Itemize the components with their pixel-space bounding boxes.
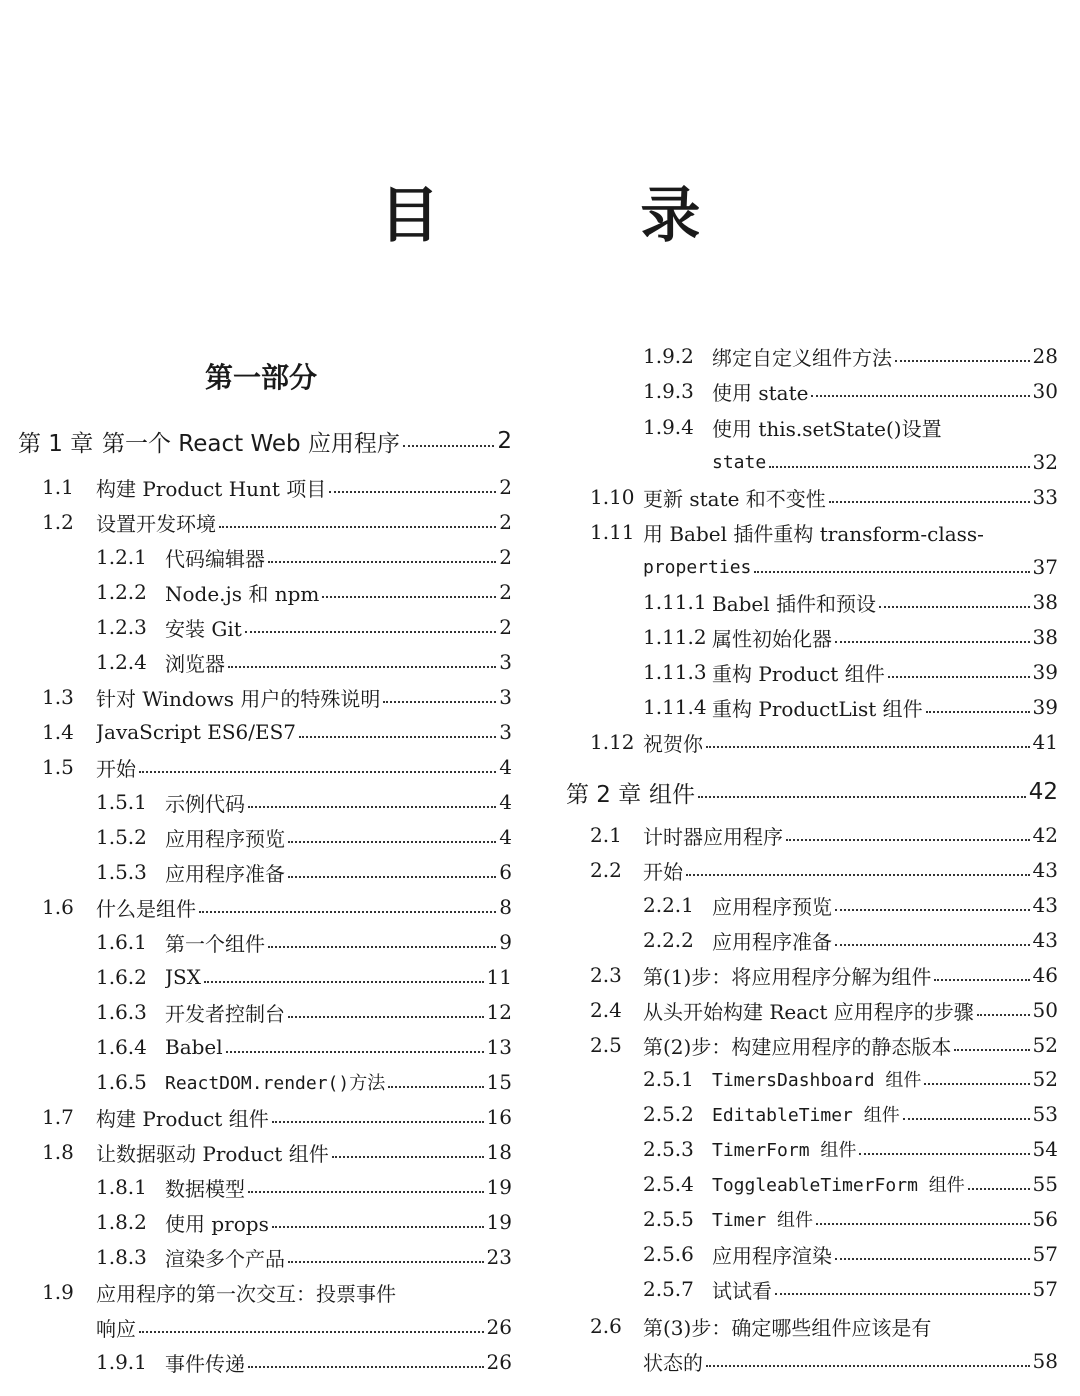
toc-page-number: 12 bbox=[486, 1000, 512, 1024]
toc-entry-title: state bbox=[712, 451, 767, 473]
toc-dot-leader bbox=[403, 445, 494, 447]
toc-dot-leader bbox=[228, 666, 496, 668]
toc-dot-leader bbox=[226, 1051, 484, 1053]
toc-dot-leader bbox=[245, 631, 496, 633]
toc-entry[interactable] bbox=[590, 993, 1058, 1027]
toc-page-number: 28 bbox=[1032, 344, 1058, 368]
toc-entry-number: 1.6.1 bbox=[96, 930, 147, 954]
toc-entry[interactable] bbox=[643, 655, 1058, 689]
toc-page-number: 30 bbox=[1032, 379, 1058, 403]
toc-entry[interactable] bbox=[643, 1097, 1058, 1131]
toc-dot-leader bbox=[775, 1293, 1030, 1295]
toc-page-number: 6 bbox=[499, 860, 512, 884]
toc-dot-leader bbox=[977, 1014, 1030, 1016]
toc-entry-number: 1.7 bbox=[42, 1105, 74, 1129]
toc-page-number: 32 bbox=[1032, 450, 1058, 474]
toc-entry-number: 1.11 bbox=[590, 520, 635, 544]
toc-entry-title: JSX bbox=[165, 965, 201, 989]
toc-dot-leader bbox=[219, 526, 496, 528]
toc-entry-number: 1.8 bbox=[42, 1140, 74, 1164]
toc-entry-title: properties bbox=[643, 556, 752, 578]
toc-entry-title: 构建 Product Hunt 项目 bbox=[96, 476, 327, 501]
toc-entry-number: 1.9.4 bbox=[643, 415, 694, 439]
toc-entry-title: 安装 Git bbox=[165, 616, 242, 641]
toc-entry-number: 2.5.5 bbox=[643, 1207, 694, 1231]
toc-entry-number: 1.6 bbox=[42, 895, 74, 919]
toc-entry-number: 2.3 bbox=[590, 963, 622, 987]
toc-entry-number: 1.1 bbox=[42, 475, 74, 499]
toc-entry[interactable] bbox=[566, 775, 1058, 809]
toc-entry-number: 1.9.2 bbox=[643, 344, 694, 368]
toc-dot-leader bbox=[769, 466, 1029, 468]
toc-page-number: 33 bbox=[1032, 485, 1058, 509]
toc-entry[interactable] bbox=[42, 1275, 512, 1309]
toc-entry[interactable] bbox=[96, 610, 512, 644]
toc-entry[interactable] bbox=[96, 1170, 512, 1204]
toc-entry-title: ToggleableTimerForm 组件 bbox=[712, 1175, 965, 1196]
toc-entry[interactable] bbox=[643, 339, 1058, 373]
toc-entry-title: Babel 插件和预设 bbox=[712, 591, 877, 616]
toc-page-number: 19 bbox=[486, 1175, 512, 1199]
toc-entry-title: 试试看 bbox=[712, 1278, 772, 1303]
toc-entry-title: 祝贺你 bbox=[643, 731, 703, 756]
toc-entry-number: 1.2.3 bbox=[96, 615, 147, 639]
toc-page-number: 2 bbox=[499, 510, 512, 534]
toc-entry[interactable] bbox=[96, 785, 512, 819]
toc-dot-leader bbox=[139, 1331, 484, 1333]
toc-page-number: 16 bbox=[486, 1105, 512, 1129]
toc-entry-number: 2.2 bbox=[590, 858, 622, 882]
toc-entry-title: 代码编辑器 bbox=[165, 546, 265, 571]
toc-entry-title: 重构 Product 组件 bbox=[712, 661, 885, 686]
toc-entry[interactable] bbox=[18, 424, 512, 458]
toc-page-number: 19 bbox=[486, 1210, 512, 1234]
toc-entry[interactable] bbox=[590, 480, 1058, 514]
toc-entry-title: 第(1)步：将应用程序分解为组件 bbox=[643, 964, 932, 989]
toc-entry-title: 事件传递 bbox=[165, 1351, 245, 1376]
toc-dot-leader bbox=[288, 1261, 484, 1263]
toc-entry-number: 1.11.1 bbox=[643, 590, 707, 614]
toc-entry-title: 应用程序准备 bbox=[712, 929, 832, 954]
toc-entry[interactable] bbox=[643, 923, 1058, 957]
toc-entry-title: 示例代码 bbox=[165, 791, 245, 816]
toc-entry-number: 1.6.2 bbox=[96, 965, 147, 989]
toc-entry-title: 组件 bbox=[649, 781, 695, 808]
toc-dot-leader bbox=[268, 946, 496, 948]
toc-entry-title: 什么是组件 bbox=[96, 896, 196, 921]
toc-page-number: 8 bbox=[499, 895, 512, 919]
toc-entry[interactable] bbox=[42, 890, 512, 924]
toc-page-number: 55 bbox=[1032, 1172, 1058, 1196]
toc-page-number: 3 bbox=[499, 685, 512, 709]
toc-page-number: 54 bbox=[1032, 1137, 1058, 1161]
toc-dot-leader bbox=[903, 1118, 1030, 1120]
toc-dot-leader bbox=[272, 1226, 484, 1228]
toc-dot-leader bbox=[835, 641, 1030, 643]
toc-page-number: 2 bbox=[499, 545, 512, 569]
toc-page-number: 23 bbox=[486, 1245, 512, 1269]
toc-page-number: 2 bbox=[497, 428, 512, 454]
toc-page-number: 52 bbox=[1032, 1067, 1058, 1091]
toc-entry-title: Node.js 和 npm bbox=[165, 581, 320, 606]
toc-entry-number: 2.4 bbox=[590, 998, 622, 1022]
toc-entry[interactable] bbox=[643, 1272, 1058, 1306]
toc-entry-title: TimersDashboard 组件 bbox=[712, 1070, 922, 1091]
toc-page-number: 13 bbox=[486, 1035, 512, 1059]
toc-dot-leader bbox=[934, 979, 1029, 981]
toc-entry[interactable] bbox=[643, 620, 1058, 654]
toc-entry[interactable] bbox=[590, 1344, 1058, 1378]
toc-entry[interactable] bbox=[643, 1202, 1058, 1236]
toc-entry-title: 第(3)步：确定哪些组件应该是有 bbox=[643, 1315, 932, 1340]
toc-dot-leader bbox=[383, 701, 496, 703]
toc-entry[interactable] bbox=[42, 680, 512, 714]
toc-dot-leader bbox=[926, 711, 1030, 713]
toc-entry-title: EditableTimer 组件 bbox=[712, 1105, 900, 1126]
toc-entry-title: 第一个组件 bbox=[165, 931, 265, 956]
toc-entry-title: 应用程序准备 bbox=[165, 861, 285, 886]
toc-entry-title: 使用 this.setState()设置 bbox=[712, 416, 942, 441]
toc-page-number: 26 bbox=[486, 1315, 512, 1339]
toc-entry[interactable] bbox=[42, 750, 512, 784]
toc-entry-title: 绑定自定义组件方法 bbox=[712, 345, 892, 370]
toc-dot-leader bbox=[835, 944, 1030, 946]
toc-entry[interactable] bbox=[96, 645, 512, 679]
toc-dot-leader bbox=[686, 874, 1030, 876]
toc-entry-title: 设置开发环境 bbox=[96, 511, 216, 536]
toc-entry[interactable] bbox=[96, 995, 512, 1029]
toc-entry-title: 第一个 React Web 应用程序 bbox=[102, 430, 400, 457]
toc-dot-leader bbox=[698, 796, 1026, 798]
toc-entry-number: 1.12 bbox=[590, 730, 635, 754]
toc-entry-title: 更新 state 和不变性 bbox=[643, 486, 826, 511]
toc-entry[interactable] bbox=[96, 1030, 512, 1064]
toc-page-number: 4 bbox=[499, 755, 512, 779]
toc-entry[interactable] bbox=[42, 715, 512, 749]
toc-dot-leader bbox=[288, 1016, 484, 1018]
toc-entry-number: 1.3 bbox=[42, 685, 74, 709]
toc-entry[interactable] bbox=[643, 410, 1058, 444]
toc-entry-number: 1.6.4 bbox=[96, 1035, 147, 1059]
toc-page-number: 43 bbox=[1032, 928, 1058, 952]
toc-entry-number: 1.10 bbox=[590, 485, 635, 509]
toc-entry[interactable] bbox=[96, 1345, 512, 1379]
toc-dot-leader bbox=[816, 1223, 1030, 1225]
toc-entry-title: 从头开始构建 React 应用程序的步骤 bbox=[643, 999, 974, 1024]
toc-entry[interactable] bbox=[643, 585, 1058, 619]
toc-entry-number: 1.11.2 bbox=[643, 625, 707, 649]
toc-entry-title: 应用程序预览 bbox=[712, 894, 832, 919]
toc-entry[interactable] bbox=[96, 1205, 512, 1239]
toc-entry-number: 1.9.1 bbox=[96, 1350, 147, 1374]
toc-entry-number: 1.8.2 bbox=[96, 1210, 147, 1234]
toc-entry-number: 1.2.4 bbox=[96, 650, 147, 674]
toc-dot-leader bbox=[954, 1049, 1029, 1051]
toc-entry-number: 2.5.3 bbox=[643, 1137, 694, 1161]
toc-dot-leader bbox=[879, 606, 1030, 608]
toc-entry[interactable] bbox=[42, 470, 512, 504]
toc-entry-title: ReactDOM.render()方法 bbox=[165, 1073, 386, 1094]
toc-entry-number: 2.5.2 bbox=[643, 1102, 694, 1126]
toc-page-number: 3 bbox=[499, 720, 512, 744]
toc-dot-leader bbox=[811, 395, 1029, 397]
toc-entry-number: 1.2 bbox=[42, 510, 74, 534]
toc-entry[interactable] bbox=[643, 1167, 1058, 1201]
toc-dot-leader bbox=[199, 911, 496, 913]
toc-dot-leader bbox=[924, 1083, 1029, 1085]
toc-entry-title: 数据模型 bbox=[165, 1176, 245, 1201]
toc-entry-number: 1.5.2 bbox=[96, 825, 147, 849]
toc-entry-number: 1.4 bbox=[42, 720, 74, 744]
toc-dot-leader bbox=[272, 1121, 484, 1123]
toc-page-number: 39 bbox=[1032, 695, 1058, 719]
toc-page-number: 11 bbox=[486, 965, 512, 989]
toc-entry-number: 2.2.2 bbox=[643, 928, 694, 952]
toc-entry[interactable] bbox=[96, 820, 512, 854]
toc-entry[interactable] bbox=[590, 853, 1058, 887]
toc-entry-title: 渲染多个产品 bbox=[165, 1246, 285, 1271]
toc-entry-title: Timer 组件 bbox=[712, 1210, 814, 1231]
toc-entry[interactable] bbox=[643, 1132, 1058, 1166]
toc-dot-leader bbox=[388, 1086, 483, 1088]
toc-dot-leader bbox=[706, 1365, 1030, 1367]
toc-entry[interactable] bbox=[96, 575, 512, 609]
toc-entry-number: 2.5.1 bbox=[643, 1067, 694, 1091]
toc-entry[interactable] bbox=[96, 960, 512, 994]
toc-entry[interactable] bbox=[590, 1309, 1058, 1343]
toc-dot-leader bbox=[288, 876, 496, 878]
toc-entry[interactable] bbox=[643, 374, 1058, 408]
toc-entry[interactable] bbox=[42, 1310, 512, 1344]
toc-entry-title: 状态的 bbox=[643, 1350, 703, 1375]
toc-page-number: 38 bbox=[1032, 625, 1058, 649]
toc-entry[interactable] bbox=[590, 515, 1058, 549]
toc-dot-leader bbox=[829, 501, 1030, 503]
toc-page-number: 43 bbox=[1032, 858, 1058, 882]
toc-page-number: 43 bbox=[1032, 893, 1058, 917]
toc-entry-title: Babel bbox=[165, 1035, 223, 1059]
toc-page-number: 57 bbox=[1032, 1242, 1058, 1266]
toc-dot-leader bbox=[754, 571, 1029, 573]
toc-page-number: 57 bbox=[1032, 1277, 1058, 1301]
toc-entry-title: TimerForm 组件 bbox=[712, 1140, 857, 1161]
part-title: 第一部分 bbox=[205, 361, 318, 394]
toc-entry[interactable] bbox=[643, 1237, 1058, 1271]
toc-entry-number: 2.1 bbox=[590, 823, 622, 847]
toc-entry[interactable] bbox=[96, 1065, 512, 1099]
toc-dot-leader bbox=[895, 360, 1030, 362]
toc-entry-title: 属性初始化器 bbox=[712, 626, 832, 651]
toc-entry-number: 1.2.1 bbox=[96, 545, 147, 569]
toc-entry-title: 计时器应用程序 bbox=[643, 824, 783, 849]
toc-page-number: 9 bbox=[499, 930, 512, 954]
toc-dot-leader bbox=[859, 1153, 1029, 1155]
toc-dot-leader bbox=[322, 596, 496, 598]
toc-entry[interactable] bbox=[96, 855, 512, 889]
toc-dot-leader bbox=[299, 736, 496, 738]
toc-entry-number: 1.8.3 bbox=[96, 1245, 147, 1269]
toc-dot-leader bbox=[786, 839, 1030, 841]
toc-entry[interactable] bbox=[42, 1135, 512, 1169]
toc-entry-number: 1.6.5 bbox=[96, 1070, 147, 1094]
toc-dot-leader bbox=[248, 806, 496, 808]
toc-entry-title: 针对 Windows 用户的特殊说明 bbox=[96, 686, 381, 711]
toc-dot-leader bbox=[706, 746, 1030, 748]
toc-entry-number: 2.2.1 bbox=[643, 893, 694, 917]
toc-page-number: 2 bbox=[499, 580, 512, 604]
toc-page-number: 52 bbox=[1032, 1033, 1058, 1057]
toc-entry-number: 1.5.1 bbox=[96, 790, 147, 814]
toc-entry-title: 应用程序预览 bbox=[165, 826, 285, 851]
toc-entry-title: 构建 Product 组件 bbox=[96, 1106, 269, 1131]
toc-entry-number: 2.5.7 bbox=[643, 1277, 694, 1301]
toc-page-number: 56 bbox=[1032, 1207, 1058, 1231]
toc-entry-number: 1.5 bbox=[42, 755, 74, 779]
toc-page-number: 2 bbox=[499, 615, 512, 639]
toc-entry[interactable] bbox=[96, 540, 512, 574]
toc-page-number: 58 bbox=[1032, 1349, 1058, 1373]
toc-entry-number: 2.5.6 bbox=[643, 1242, 694, 1266]
toc-page-number: 50 bbox=[1032, 998, 1058, 1022]
toc-entry-number: 2.5 bbox=[590, 1033, 622, 1057]
toc-entry[interactable] bbox=[96, 925, 512, 959]
toc-dot-leader bbox=[288, 841, 496, 843]
toc-entry-title: 应用程序渲染 bbox=[712, 1243, 832, 1268]
toc-dot-leader bbox=[835, 1258, 1030, 1260]
toc-entry[interactable] bbox=[42, 1100, 512, 1134]
toc-entry-number: 第 2 章 bbox=[566, 781, 642, 808]
toc-page-number: 38 bbox=[1032, 590, 1058, 614]
toc-entry[interactable] bbox=[590, 550, 1058, 584]
toc-entry-number: 第 1 章 bbox=[18, 430, 94, 457]
toc-entry-number: 1.2.2 bbox=[96, 580, 147, 604]
toc-entry-number: 1.11.4 bbox=[643, 695, 707, 719]
toc-entry[interactable] bbox=[96, 1240, 512, 1274]
toc-entry-title: JavaScript ES6/ES7 bbox=[96, 720, 297, 744]
toc-dot-leader bbox=[888, 676, 1030, 678]
toc-entry-title: 使用 props bbox=[165, 1211, 269, 1236]
toc-entry[interactable] bbox=[590, 958, 1058, 992]
toc-entry-number: 1.9 bbox=[42, 1280, 74, 1304]
toc-dot-leader bbox=[248, 1366, 484, 1368]
toc-page-number: 18 bbox=[486, 1140, 512, 1164]
toc-page-number: 53 bbox=[1032, 1102, 1058, 1126]
toc-entry[interactable] bbox=[42, 505, 512, 539]
toc-page-number: 2 bbox=[499, 475, 512, 499]
toc-entry-title: 开始 bbox=[643, 859, 683, 884]
toc-entry[interactable] bbox=[590, 1028, 1058, 1062]
toc-entry[interactable] bbox=[590, 818, 1058, 852]
toc-entry-number: 1.5.3 bbox=[96, 860, 147, 884]
toc-entry-number: 1.6.3 bbox=[96, 1000, 147, 1024]
toc-entry-number: 1.9.3 bbox=[643, 379, 694, 403]
toc-entry-title: 开发者控制台 bbox=[165, 1001, 285, 1026]
toc-entry-title: 浏览器 bbox=[165, 651, 225, 676]
toc-dot-leader bbox=[268, 561, 496, 563]
toc-dot-leader bbox=[968, 1188, 1030, 1190]
toc-page-number: 15 bbox=[486, 1070, 512, 1094]
toc-entry-title: 响应 bbox=[96, 1316, 136, 1341]
toc-page-number: 42 bbox=[1028, 779, 1058, 805]
toc-page-number: 41 bbox=[1032, 730, 1058, 754]
toc-entry-title: 使用 state bbox=[712, 380, 809, 405]
toc-entry-title: 第(2)步：构建应用程序的静态版本 bbox=[643, 1034, 952, 1059]
toc-entry[interactable] bbox=[643, 888, 1058, 922]
toc-entry-title: 开始 bbox=[96, 756, 136, 781]
toc-page-number: 4 bbox=[499, 790, 512, 814]
toc-entry-title: 让数据驱动 Product 组件 bbox=[96, 1141, 329, 1166]
toc-entry[interactable] bbox=[643, 1062, 1058, 1096]
toc-dot-leader bbox=[139, 771, 496, 773]
toc-entry-number: 2.5.4 bbox=[643, 1172, 694, 1196]
toc-page-number: 37 bbox=[1032, 555, 1058, 579]
toc-page-number: 3 bbox=[499, 650, 512, 674]
page-title: 目 录 bbox=[379, 181, 791, 251]
toc-dot-leader bbox=[329, 491, 496, 493]
toc-dot-leader bbox=[204, 981, 484, 983]
toc-entry[interactable] bbox=[590, 725, 1058, 759]
toc-entry-number: 1.11.3 bbox=[643, 660, 707, 684]
toc-entry-title: 重构 ProductList 组件 bbox=[712, 696, 923, 721]
toc-page-number: 26 bbox=[486, 1350, 512, 1374]
toc-page-number: 4 bbox=[499, 825, 512, 849]
toc-dot-leader bbox=[835, 909, 1030, 911]
toc-entry-title: 用 Babel 插件重构 transform-class- bbox=[643, 521, 984, 546]
toc-entry[interactable] bbox=[643, 445, 1058, 479]
toc-entry-title: 应用程序的第一次交互：投票事件 bbox=[96, 1281, 396, 1306]
toc-dot-leader bbox=[248, 1191, 484, 1193]
toc-dot-leader bbox=[332, 1156, 484, 1158]
toc-page-number: 39 bbox=[1032, 660, 1058, 684]
toc-entry[interactable] bbox=[643, 690, 1058, 724]
toc-entry-number: 1.8.1 bbox=[96, 1175, 147, 1199]
toc-page-number: 42 bbox=[1032, 823, 1058, 847]
toc-page-number: 46 bbox=[1032, 963, 1058, 987]
toc-entry-number: 2.6 bbox=[590, 1314, 622, 1338]
